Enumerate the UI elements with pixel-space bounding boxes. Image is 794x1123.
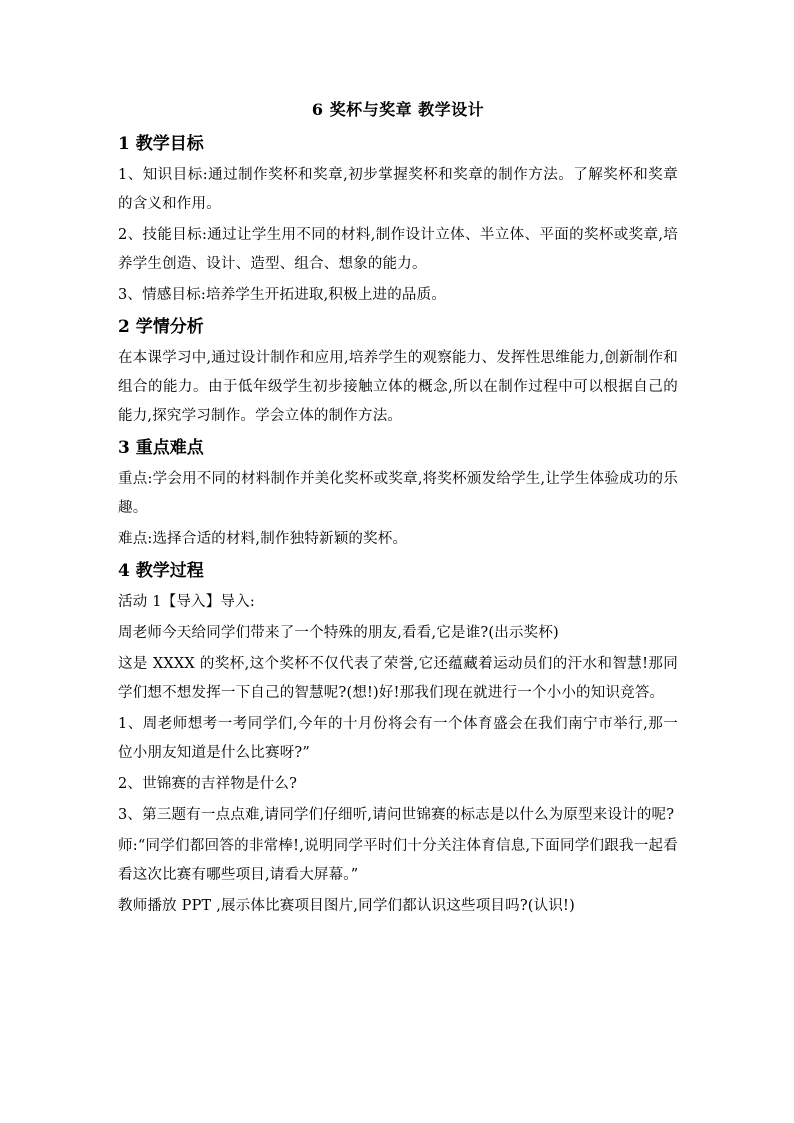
heading-process: 4 教学过程 xyxy=(118,561,204,581)
paragraph-question-2: 2、世锦赛的吉祥物是什么? xyxy=(118,776,298,792)
paragraph-trophy: 这是 XXXX 的奖杯,这个奖杯不仅代表了荣誉,它还蕴藏着运动员们的汗水和智慧!那同学们想不想发挥一下自己的智慧呢?(想!)好!那我们现在就进行一个小小的知识竞答。 xyxy=(118,656,678,701)
heading-objectives: 1 教学目标 xyxy=(118,134,204,154)
paragraph-ppt: 教师播放 PPT ,展示体比赛项目图片,同学们都认识这些项目吗?(认识!) xyxy=(118,898,575,914)
paragraph-teacher-intro: 周老师今天给同学们带来了一个特殊的朋友,看看,它是谁?(出示奖杯) xyxy=(118,625,559,641)
paragraph-question-1: 1、周老师想考一考同学们,今年的十月份将会有一个体育盛会在我们南宁市举行,那一位小朋友知道是什么比赛呀?” xyxy=(118,716,678,761)
paragraph-analysis: 在本课学习中,通过设计制作和应用,培养学生的观察能力、发挥性思维能力,创新制作和组合的能力。由于低年级学生初步接触立体的概念,所以在制作过程中可以根据自己的能力,探究学习制作。学会立体的制作方法。 xyxy=(118,350,678,424)
heading-analysis: 2 学情分析 xyxy=(118,317,204,337)
paragraph-teacher-praise: 师:“同学们都回答的非常棒!,说明同学平时们十分关注体育信息,下面同学们跟我一起看看这次比赛有哪些项目,请看大屏幕。” xyxy=(118,838,678,883)
document-title: 6 奖杯与奖章 教学设计 xyxy=(311,100,485,119)
paragraph-question-3: 3、第三题有一点点难,请同学们仔细听,请问世锦赛的标志是以什么为原型来设计的呢? xyxy=(118,807,675,823)
paragraph-objective-skill: 2、技能目标:通过让学生用不同的材料,制作设计立体、半立体、平面的奖杯或奖章,培养学生创造、设计、造型、组合、想象的能力。 xyxy=(118,227,678,272)
paragraph-keypoint: 重点:学会用不同的材料制作并美化奖杯或奖章,将奖杯颁发给学生,让学生体验成功的乐趣。 xyxy=(118,471,678,516)
paragraph-difficulty: 难点:选择合适的材料,制作独特新颖的奖杯。 xyxy=(118,531,408,547)
paragraph-objective-knowledge: 1、知识目标:通过制作奖杯和奖章,初步掌握奖杯和奖章的制作方法。了解奖杯和奖章的含义和作用。 xyxy=(118,167,678,212)
heading-keypoints: 3 重点难点 xyxy=(118,438,204,458)
document-page xyxy=(118,95,678,923)
paragraph-activity-intro: 活动 1【导入】导入: xyxy=(118,594,255,610)
paragraph-objective-emotion: 3、情感目标:培养学生开拓进取,积极上进的品质。 xyxy=(118,287,447,303)
